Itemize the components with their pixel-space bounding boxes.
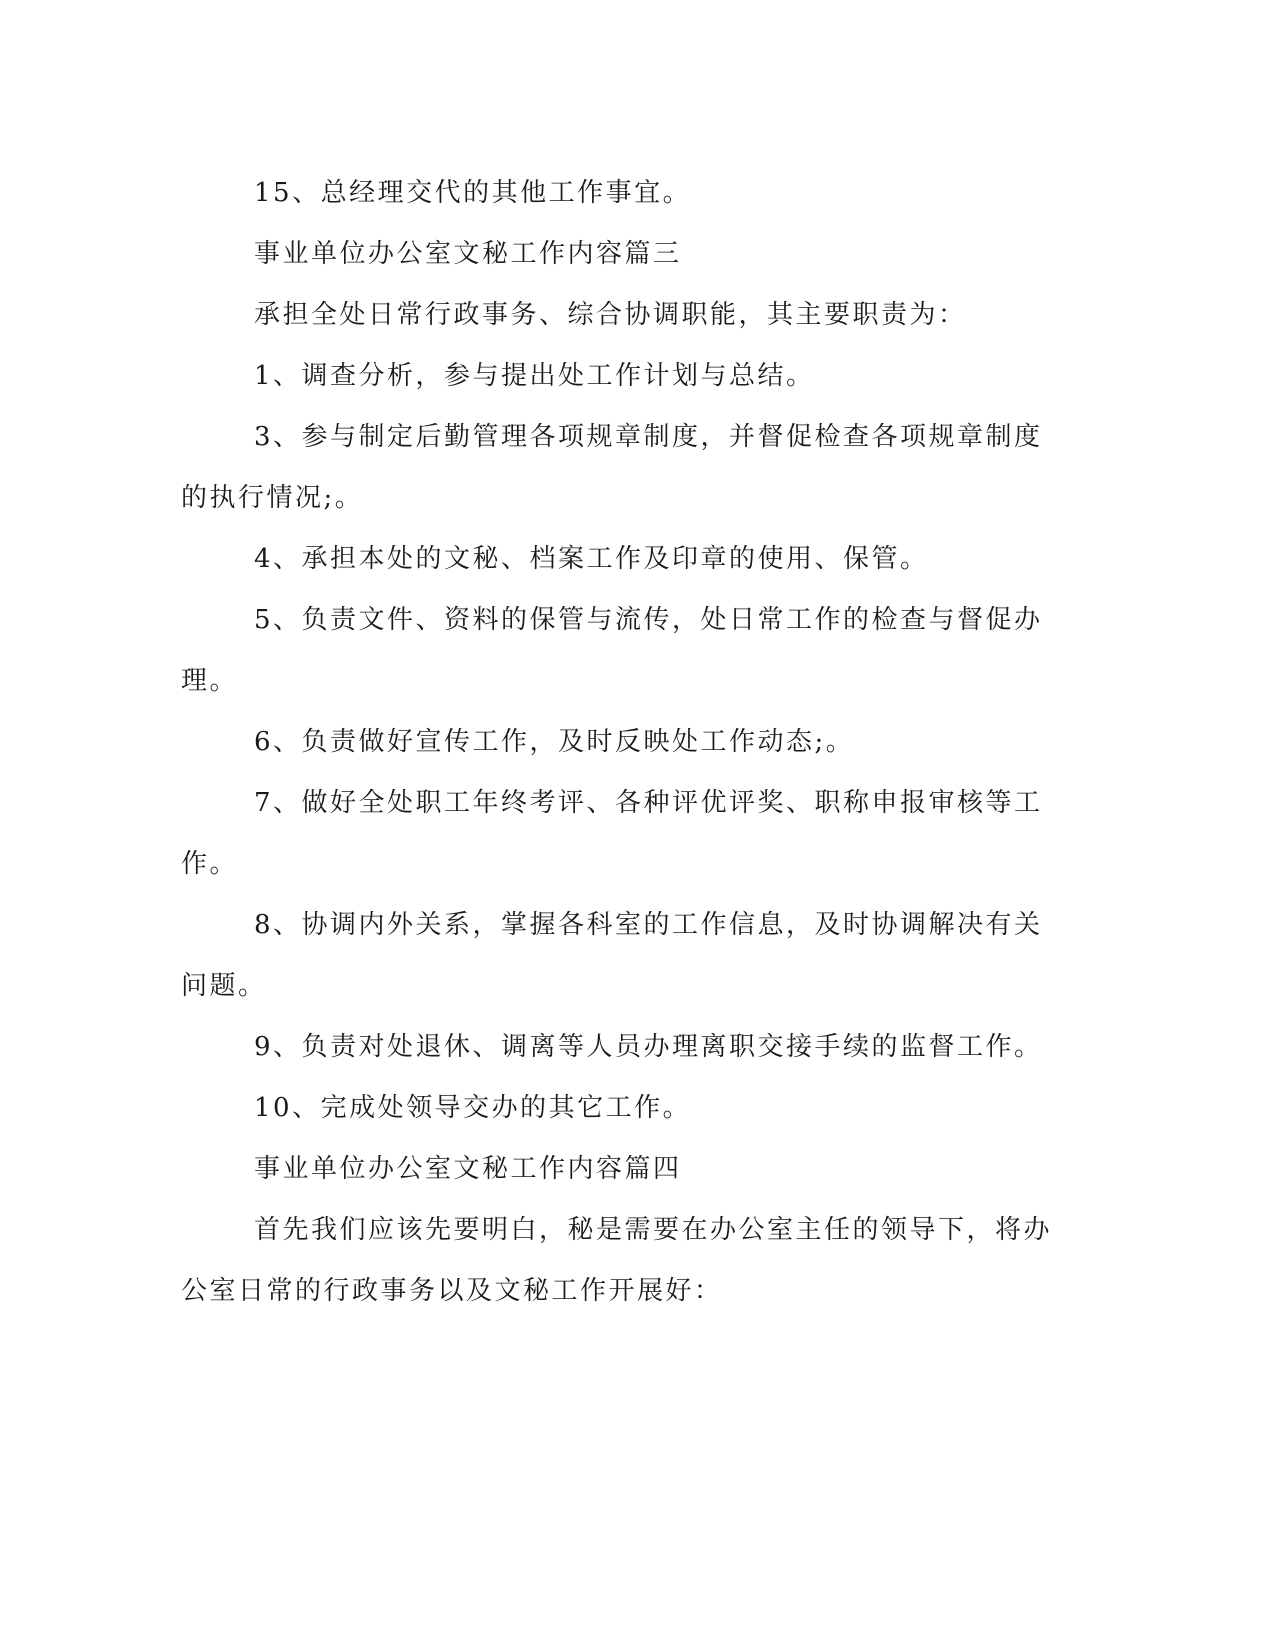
paragraph-item-5: 5、负责文件、资料的保管与流传，处日常工作的检查与督促办理。: [181, 605, 1043, 696]
section-heading-part-3: 事业单位办公室文秘工作内容篇三: [254, 239, 682, 269]
paragraph-item-4: 4、承担本处的文秘、档案工作及印章的使用、保管。: [254, 544, 929, 574]
section-heading-part-4: 事业单位办公室文秘工作内容篇四: [254, 1154, 682, 1184]
paragraph-item-10: 10、完成处领导交办的其它工作。: [254, 1093, 692, 1123]
paragraph-item-9: 9、负责对处退休、调离等人员办理离职交接手续的监督工作。: [254, 1032, 1043, 1062]
document-body: [181, 163, 1061, 1322]
paragraph-item-6: 6、负责做好宣传工作，及时反映处工作动态;。: [254, 727, 855, 757]
paragraph-item-8: 8、协调内外关系，掌握各科室的工作信息，及时协调解决有关问题。: [181, 910, 1043, 1001]
paragraph-item-15: 15、总经理交代的其他工作事宜。: [254, 178, 692, 208]
paragraph-item-7: 7、做好全处职工年终考评、各种评优评奖、职称申报审核等工作。: [181, 788, 1043, 879]
paragraph-item-3: 3、参与制定后勤管理各项规章制度，并督促检查各项规章制度的执行情况;。: [181, 422, 1043, 513]
paragraph-item-1: 1、调查分析，参与提出处工作计划与总结。: [254, 361, 815, 391]
paragraph-intro: 承担全处日常行政事务、综合协调职能，其主要职责为：: [254, 300, 967, 330]
paragraph-part-4-intro: 首先我们应该先要明白，秘是需要在办公室主任的领导下，将办公室日常的行政事务以及文秘工作开展好：: [181, 1215, 1053, 1306]
